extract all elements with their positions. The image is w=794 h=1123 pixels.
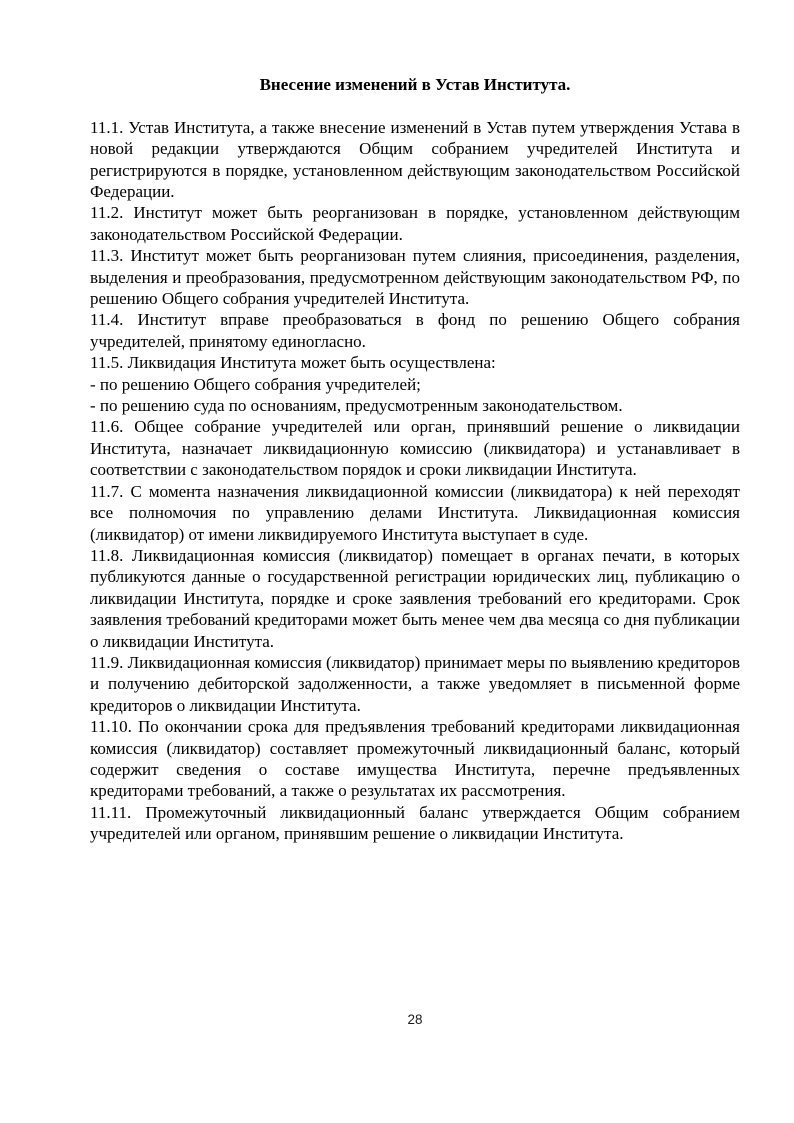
- paragraph-11-10: 11.10. По окончании срока для предъявления требований кредиторами ликвидационная комиссия (ликвидатор) составляет промежуточный ликвидационный баланс, который содержит сведения о составе имущества Института, перечне предъявленных кредиторами требований, а также о результатах их рассмотрения.: [90, 717, 740, 801]
- paragraph-11-11: 11.11. Промежуточный ликвидационный баланс утверждается Общим собранием учредителей или органом, принявшим решение о ликвидации Института.: [90, 802, 740, 844]
- paragraph-11-9: 11.9. Ликвидационная комиссия (ликвидатор) принимает меры по выявлению кредиторов и получению дебиторской задолженности, а также уведомляет в письменной форме кредиторов о ликвидации Института.: [90, 652, 740, 715]
- list-item-liquidation-founders: - по решению Общего собрания учредителей;: [90, 374, 421, 394]
- section-title: Внесение изменений в Устав Института.: [259, 75, 571, 94]
- list-item-liquidation-court: - по решению суда по основаниям, предусмотренным законодательством.: [90, 396, 623, 416]
- paragraph-11-7: 11.7. С момента назначения ликвидационной комиссии (ликвидатора) к ней переходят все полномочия по управлению делами Института. Ликвидационная комиссия (ликвидатор) от имени ликвидируемого Института выступает в суде.: [90, 481, 740, 544]
- paragraph-11-2: 11.2. Институт может быть реорганизован в порядке, установленном действующим законодательством Российской Федерации.: [90, 203, 740, 244]
- paragraph-11-8: 11.8. Ликвидационная комиссия (ликвидатор) помещает в органах печати, в которых публикуются данные о государственной регистрации юридических лиц, публикацию о ликвидации Института, порядке и сроке заявления требований его кредиторами. Срок заявления требований кредиторами может быть менее чем два месяца со дня публикации о ликвидации Института.: [90, 545, 740, 651]
- paragraph-11-4: 11.4. Институт вправе преобразоваться в фонд по решению Общего собрания учредителей, принятому единогласно.: [90, 310, 740, 351]
- paragraph-11-3: 11.3. Институт может быть реорганизован путем слияния, присоединения, разделения, выделения и преобразования, предусмотренном действующим законодательством РФ, по решению Общего собрания учредителей Института.: [90, 246, 740, 309]
- paragraph-11-6: 11.6. Общее собрание учредителей или орган, принявший решение о ликвидации Института, назначает ликвидационную комиссию (ликвидатора) и устанавливает в соответствии с законодательством порядок и сроки ликвидации Института.: [90, 417, 740, 480]
- paragraph-11-1: 11.1. Устав Института, а также внесение изменений в Устав путем утверждения Устава в новой редакции утверждаются Общим собранием учредителей Института и регистрируются в порядке, установленном действующим законодательством Российской Федерации.: [90, 117, 740, 202]
- document-content: [90, 74, 740, 845]
- paragraph-11-5: 11.5. Ликвидация Института может быть осуществлена:: [90, 353, 496, 373]
- page-number: 28: [407, 1012, 423, 1027]
